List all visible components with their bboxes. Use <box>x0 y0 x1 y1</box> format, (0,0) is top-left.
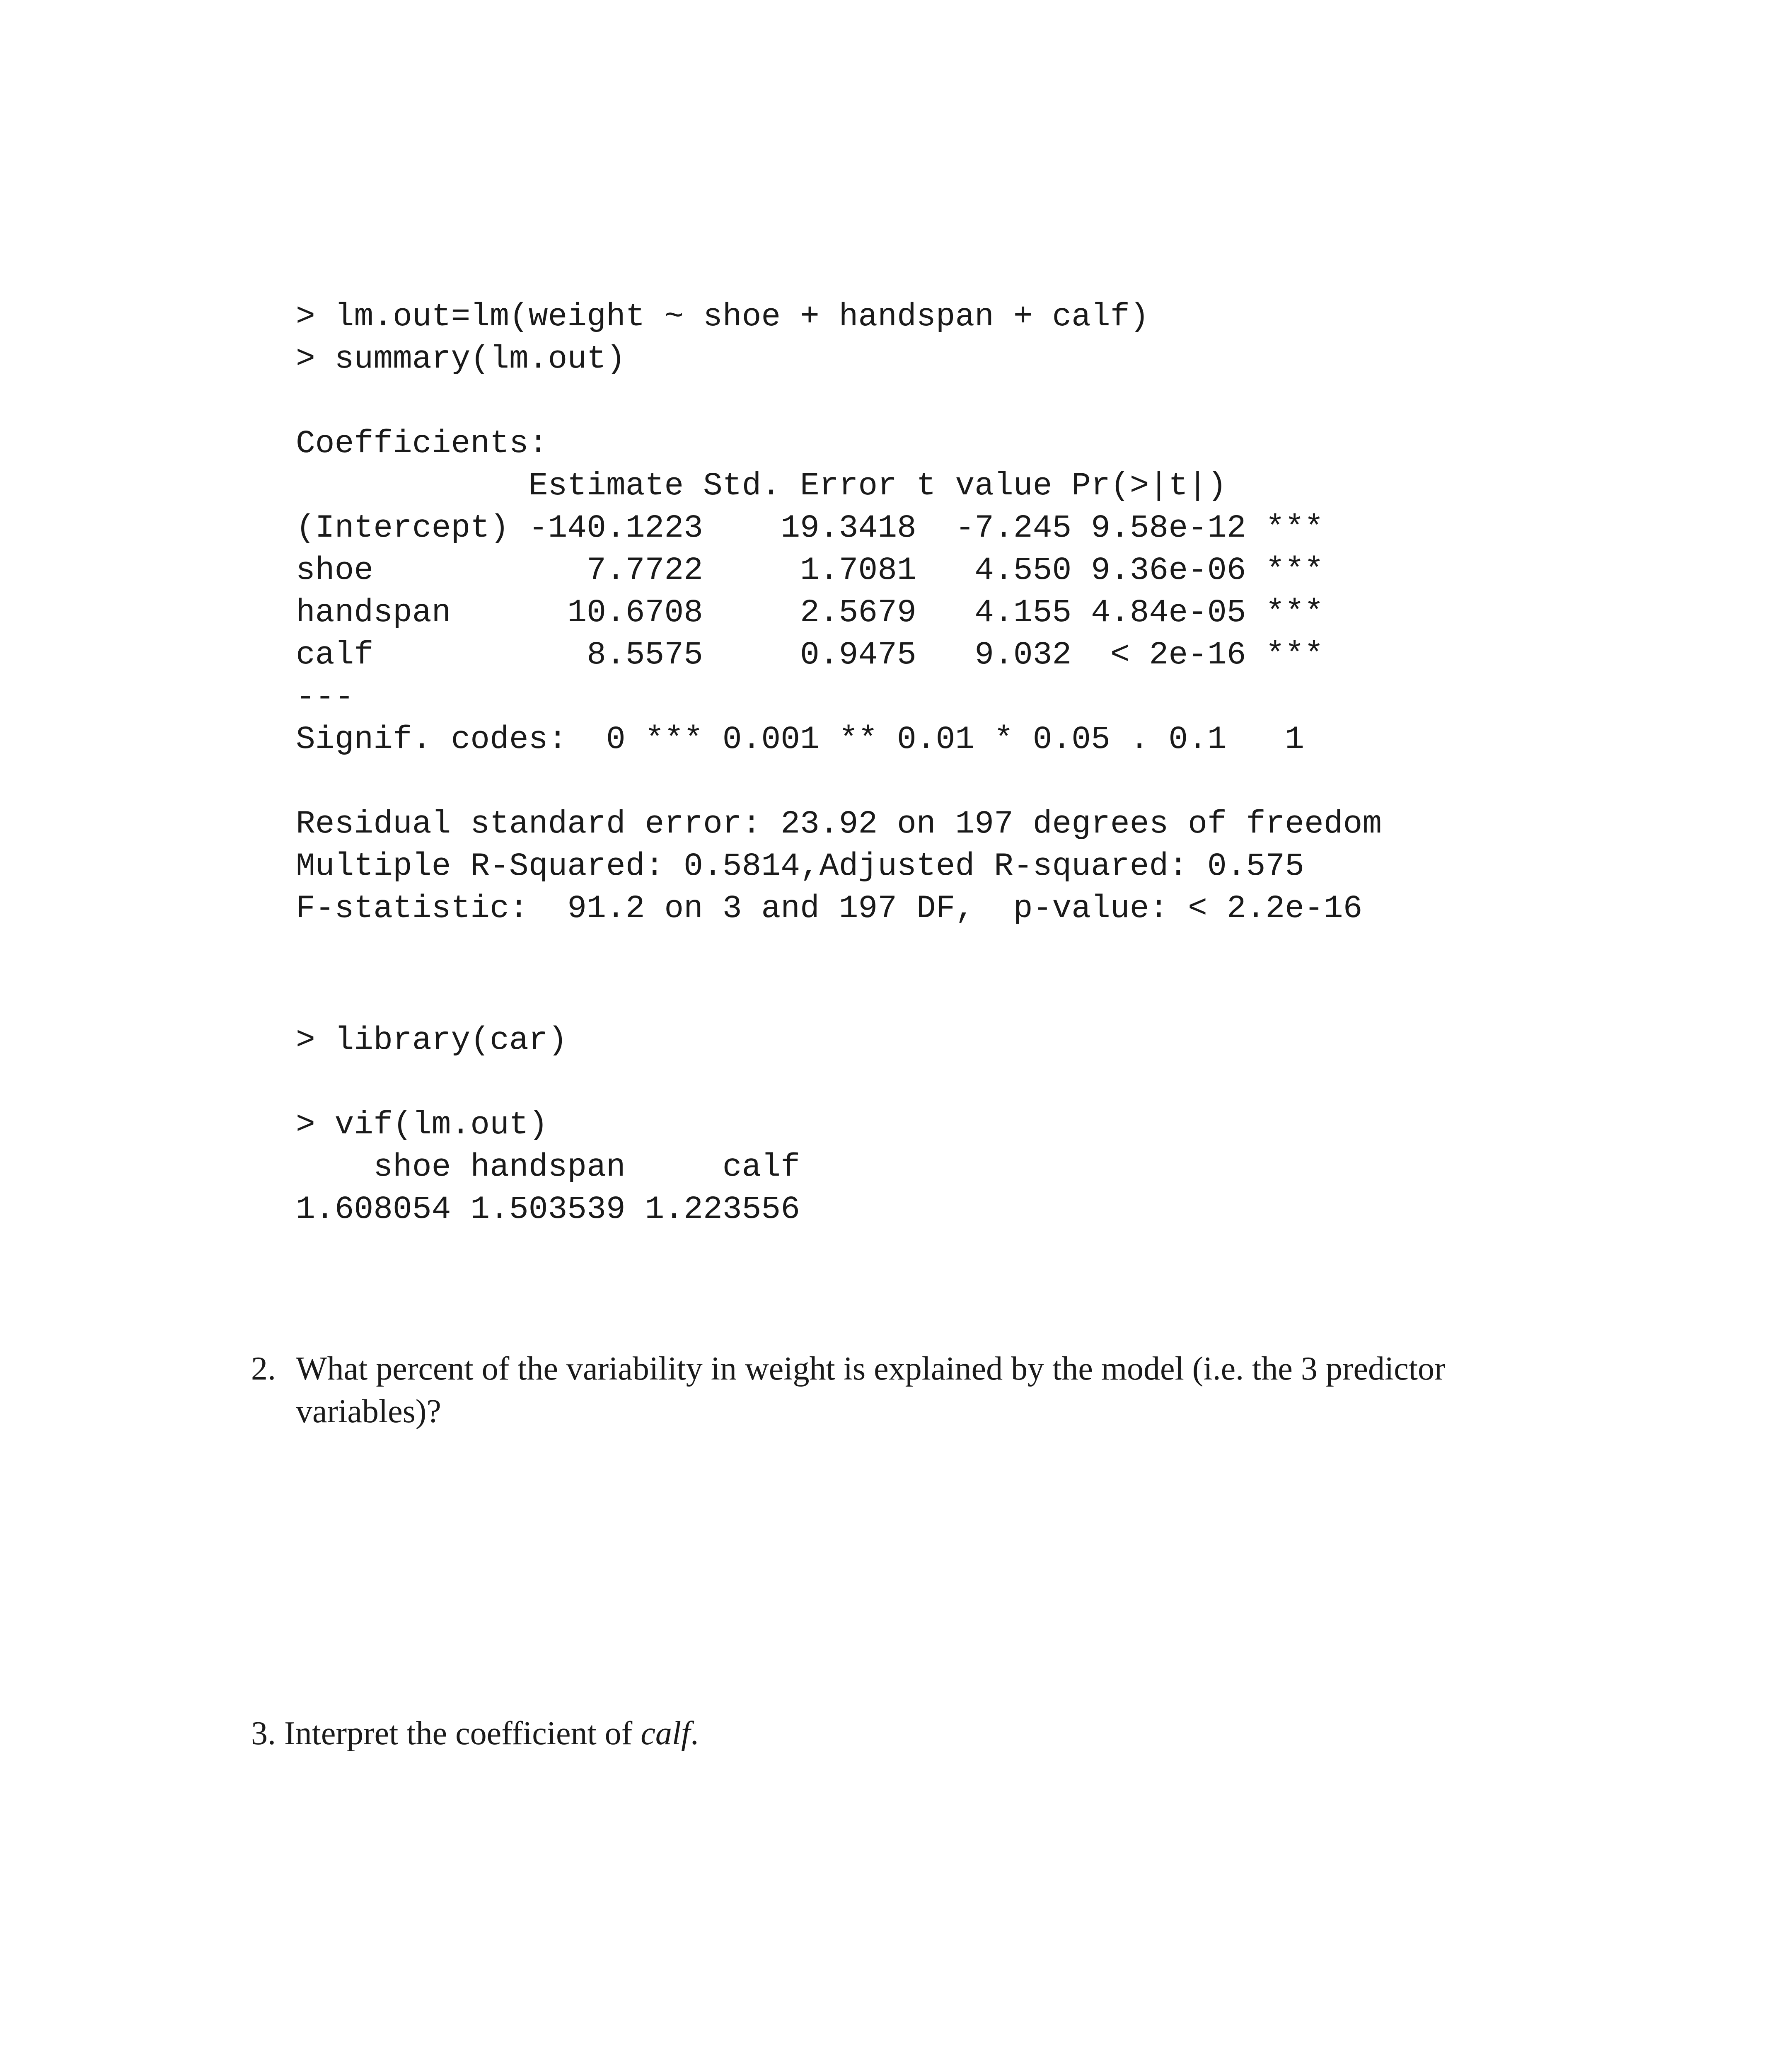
command-lm: > lm.out=lm(weight ~ shoe + handspan + calf) <box>296 299 1149 335</box>
r-console-vif <box>296 977 800 1273</box>
blank-line <box>296 761 1382 803</box>
coefficient-row-calf: calf 8.5575 0.9475 9.032 < 2e-16 *** <box>296 637 1324 673</box>
question-2-text-line2: variables)? <box>296 1393 441 1430</box>
coefficients-table-header: Estimate Std. Error t value Pr(>|t|) <box>296 468 1227 504</box>
question-2-text-line1: What percent of the variability in weight is explained by the model (i.e. the 3 predictor <box>296 1351 1446 1387</box>
question-3 <box>251 1712 699 1755</box>
vif-values: 1.608054 1.503539 1.223556 <box>296 1191 800 1228</box>
coefficient-row-intercept: (Intercept) -140.1223 19.3418 -7.245 9.58e-12 *** <box>296 510 1324 547</box>
command-vif: > vif(lm.out) <box>296 1107 548 1143</box>
separator-line: --- <box>296 679 354 716</box>
command-library: > library(car) <box>296 1022 568 1059</box>
r-squared-line: Multiple R-Squared: 0.5814,Adjusted R-squared: 0.575 <box>296 848 1304 885</box>
question-3-text: Interpret the coefficient of <box>284 1715 641 1752</box>
coefficient-row-shoe: shoe 7.7722 1.7081 4.550 9.36e-06 *** <box>296 552 1324 589</box>
coefficients-heading: Coefficients: <box>296 426 548 462</box>
blank-line <box>296 1062 800 1104</box>
coefficient-row-handspan: handspan 10.6708 2.5679 4.155 4.84e-05 *** <box>296 595 1324 631</box>
question-3-period: . <box>690 1715 699 1752</box>
question-2-number: 2. <box>251 1351 276 1387</box>
residual-standard-error: Residual standard error: 23.92 on 197 degrees of freedom <box>296 806 1382 842</box>
f-statistic-line: F-statistic: 91.2 on 3 and 197 DF, p-value: < 2.2e-16 <box>296 891 1363 927</box>
question-3-number: 3. <box>251 1715 276 1752</box>
signif-codes: Signif. codes: 0 *** 0.001 ** 0.01 * 0.05 . 0.1 1 <box>296 721 1304 758</box>
r-console-output <box>296 254 1382 972</box>
vif-header: shoe handspan calf <box>296 1149 800 1186</box>
blank-line <box>296 380 1382 423</box>
question-3-emphasis: calf <box>641 1715 691 1752</box>
command-summary: > summary(lm.out) <box>296 341 626 378</box>
